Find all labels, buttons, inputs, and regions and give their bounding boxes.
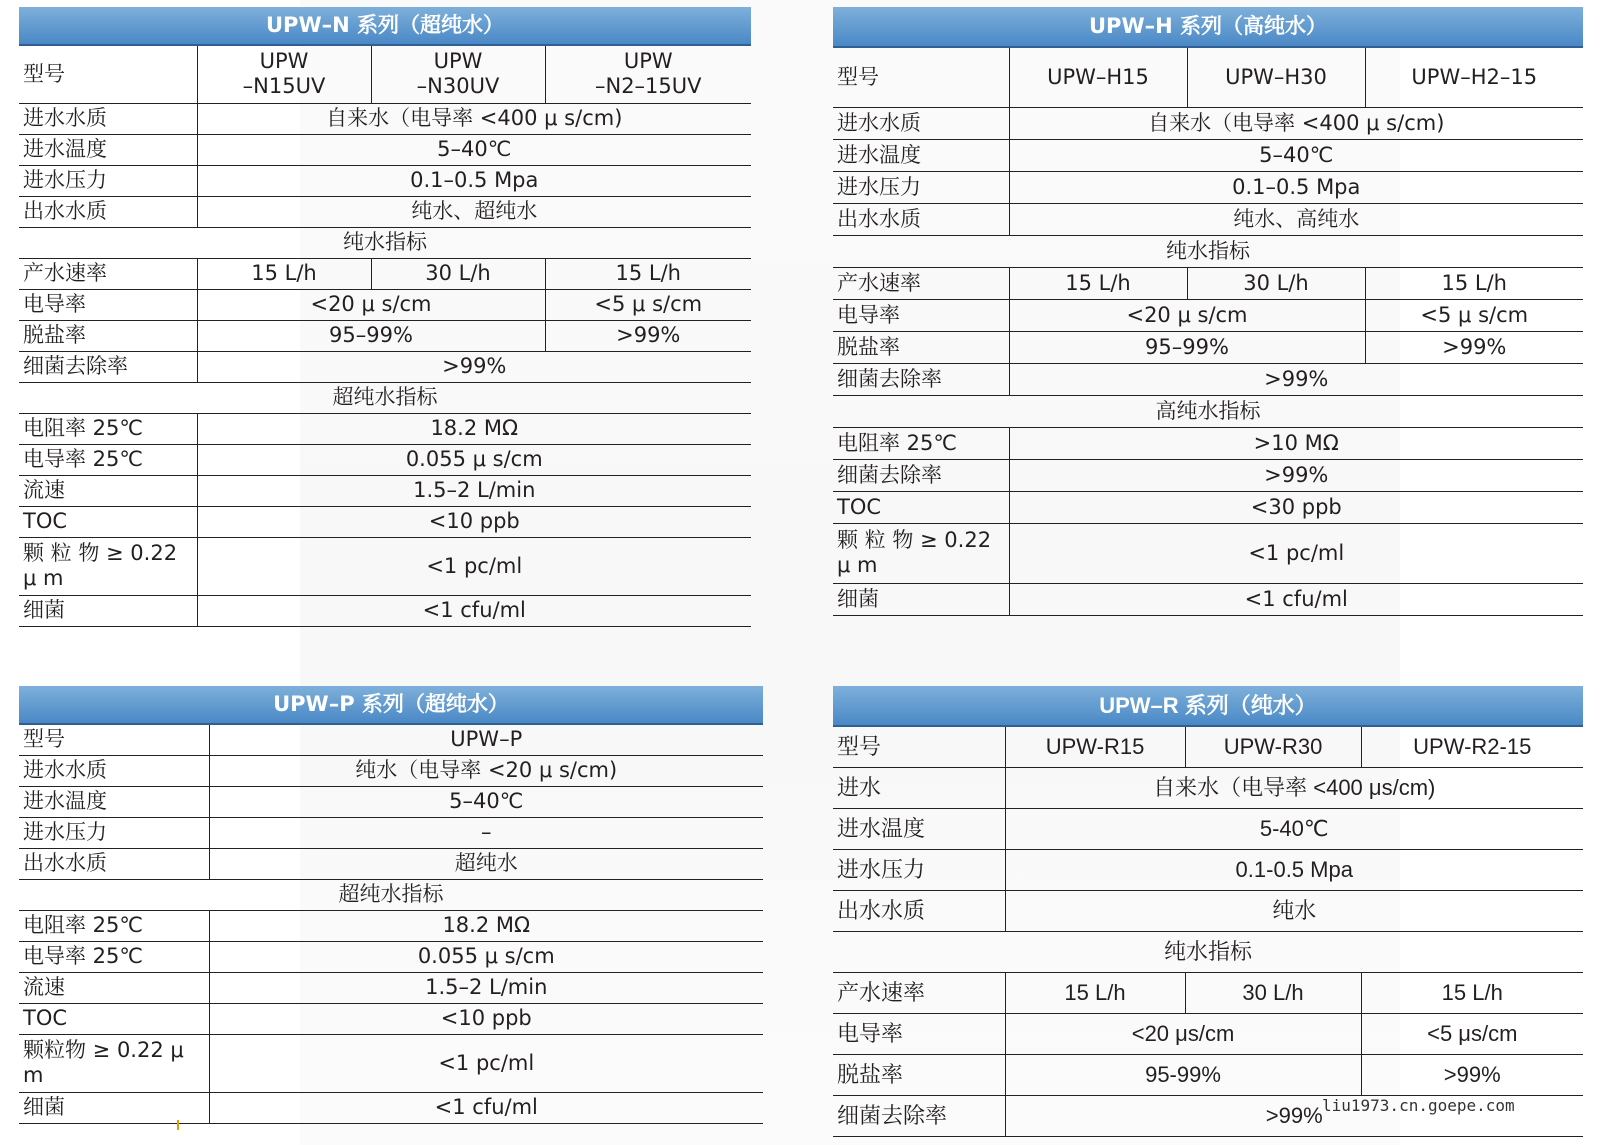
value-cell: 95–99% [197, 320, 545, 351]
value-cell: 30 L/h [371, 258, 545, 289]
row-label: 细菌去除率 [19, 351, 197, 382]
row-label: 细菌 [833, 583, 1009, 615]
value-cell: <1 cfu/ml [197, 595, 751, 626]
row-label: 出水水质 [833, 890, 1005, 931]
model-cell: UPW–H15 [1009, 47, 1187, 107]
value-cell: <10 ppb [209, 1003, 763, 1034]
value-cell: <10 ppb [197, 506, 751, 537]
value-cell: 15 L/h [1009, 267, 1187, 299]
value-cell: <5 μ s/cm [1365, 299, 1583, 331]
row-label: 进水温度 [833, 808, 1005, 849]
value-cell: 纯水 [1005, 890, 1583, 931]
row-label: 细菌 [19, 1092, 209, 1123]
model-cell: UPW-R2-15 [1361, 726, 1583, 767]
decorative-mark [177, 1120, 179, 1130]
value-cell: 30 L/h [1187, 267, 1365, 299]
value-cell: 15 L/h [197, 258, 371, 289]
model-cell: UPW-R30 [1185, 726, 1361, 767]
value-cell: 95–99% [1009, 331, 1365, 363]
row-label: 脱盐率 [833, 1054, 1005, 1095]
model-cell: UPW-R15 [1005, 726, 1185, 767]
row-label: 进水温度 [833, 139, 1009, 171]
row-label: 细菌去除率 [833, 363, 1009, 395]
row-label: TOC [833, 491, 1009, 523]
row-label: 颗 粒 物 ≥ 0.22 μ m [19, 537, 197, 595]
row-label: TOC [19, 506, 197, 537]
table-title: UPW–P 系列（超纯水） [19, 686, 763, 724]
value-cell: <5 μ s/cm [545, 289, 751, 320]
row-label: 电导率 [19, 289, 197, 320]
value-cell: >99% [545, 320, 751, 351]
section-header: 纯水指标 [833, 235, 1583, 267]
section-header: 高纯水指标 [833, 395, 1583, 427]
row-label: 进水温度 [19, 134, 197, 165]
row-label: 出水水质 [833, 203, 1009, 235]
row-label: 进水压力 [19, 817, 209, 848]
row-label: 进水 [833, 767, 1005, 808]
value-cell: 0.055 μ s/cm [209, 941, 763, 972]
value-cell: 纯水（电导率 <20 μ s/cm) [209, 755, 763, 786]
value-cell: >99% [1009, 363, 1583, 395]
model-cell: UPW–H30 [1187, 47, 1365, 107]
row-label: 流速 [19, 475, 197, 506]
value-cell: 超纯水 [209, 848, 763, 879]
watermark-text: liu1973.cn.goepe.com [1322, 1096, 1515, 1115]
row-label: 电阻率 25℃ [833, 427, 1009, 459]
value-cell: <20 μs/cm [1005, 1013, 1361, 1054]
row-label: 产水速率 [833, 972, 1005, 1013]
table-title: UPW–H 系列（高纯水） [833, 7, 1583, 47]
row-label: 电导率 25℃ [19, 941, 209, 972]
value-cell: 自来水（电导率 <400 μ s/cm) [197, 103, 751, 134]
row-label: 进水水质 [833, 107, 1009, 139]
section-header: 纯水指标 [19, 227, 751, 258]
value-cell: <1 pc/ml [1009, 523, 1583, 583]
row-label: 型号 [19, 45, 197, 103]
row-label: 型号 [833, 726, 1005, 767]
upw-r-spec-table [833, 686, 1583, 1137]
section-header: 超纯水指标 [19, 382, 751, 413]
value-cell: 30 L/h [1185, 972, 1361, 1013]
row-label: 颗粒物 ≥ 0.22 μ m [19, 1034, 209, 1092]
section-header: 纯水指标 [833, 931, 1583, 972]
row-label: 进水温度 [19, 786, 209, 817]
value-cell: 15 L/h [545, 258, 751, 289]
row-label: 电阻率 25℃ [19, 910, 209, 941]
model-cell: UPW–H2–15 [1365, 47, 1583, 107]
row-label: 脱盐率 [19, 320, 197, 351]
value-cell: 0.055 μ s/cm [197, 444, 751, 475]
value-cell: 18.2 MΩ [197, 413, 751, 444]
upw-h-spec-table [833, 7, 1583, 616]
value-cell: 5–40℃ [197, 134, 751, 165]
value-cell: 纯水、高纯水 [1009, 203, 1583, 235]
row-label: 细菌去除率 [833, 1095, 1005, 1136]
row-label: 进水水质 [19, 755, 209, 786]
row-label: 颗 粒 物 ≥ 0.22 μ m [833, 523, 1009, 583]
value-cell: 0.1–0.5 Mpa [197, 165, 751, 196]
row-label: 进水压力 [833, 171, 1009, 203]
model-cell: UPW –N30UV [371, 45, 545, 103]
value-cell: 15 L/h [1361, 972, 1583, 1013]
row-label: 电导率 25℃ [19, 444, 197, 475]
value-cell: >10 MΩ [1009, 427, 1583, 459]
value-cell: >99% [1361, 1054, 1583, 1095]
value-cell: >99% [197, 351, 751, 382]
row-label: 出水水质 [19, 196, 197, 227]
value-cell: >99% [1009, 459, 1583, 491]
value-cell: <1 pc/ml [197, 537, 751, 595]
table-title: UPW–R 系列（纯水） [833, 686, 1583, 726]
value-cell: <1 pc/ml [209, 1034, 763, 1092]
model-cell: UPW –N2–15UV [545, 45, 751, 103]
value-cell: 自来水（电导率 <400 μ s/cm) [1009, 107, 1583, 139]
model-cell: UPW –N15UV [197, 45, 371, 103]
upw-p-spec-table [19, 686, 763, 1124]
value-cell: <1 cfu/ml [209, 1092, 763, 1123]
value-cell: 18.2 MΩ [209, 910, 763, 941]
row-label: 产水速率 [19, 258, 197, 289]
value-cell: 5–40℃ [1009, 139, 1583, 171]
value-cell: <1 cfu/ml [1009, 583, 1583, 615]
row-label: 进水水质 [19, 103, 197, 134]
value-cell: 自来水（电导率 <400 μs/cm) [1005, 767, 1583, 808]
value-cell: <20 μ s/cm [1009, 299, 1365, 331]
upw-n-spec-table [19, 7, 751, 627]
value-cell: 5–40℃ [209, 786, 763, 817]
row-label: 型号 [833, 47, 1009, 107]
value-cell: 0.1–0.5 Mpa [1009, 171, 1583, 203]
row-label: 电导率 [833, 1013, 1005, 1054]
value-cell: 1.5–2 L/min [209, 972, 763, 1003]
value-cell: >99% [1365, 331, 1583, 363]
value-cell: 纯水、超纯水 [197, 196, 751, 227]
model-cell: UPW–P [209, 724, 763, 755]
value-cell: 15 L/h [1365, 267, 1583, 299]
row-label: 进水压力 [833, 849, 1005, 890]
value-cell: 5-40℃ [1005, 808, 1583, 849]
value-cell: 0.1-0.5 Mpa [1005, 849, 1583, 890]
value-cell: – [209, 817, 763, 848]
table-title: UPW–N 系列（超纯水） [19, 7, 751, 45]
row-label: 产水速率 [833, 267, 1009, 299]
value-cell: <20 μ s/cm [197, 289, 545, 320]
row-label: 电阻率 25℃ [19, 413, 197, 444]
row-label: 细菌 [19, 595, 197, 626]
row-label: 流速 [19, 972, 209, 1003]
value-cell: <30 ppb [1009, 491, 1583, 523]
row-label: 出水水质 [19, 848, 209, 879]
row-label: 电导率 [833, 299, 1009, 331]
value-cell: >99% [1005, 1095, 1583, 1136]
value-cell: 15 L/h [1005, 972, 1185, 1013]
row-label: 脱盐率 [833, 331, 1009, 363]
row-label: 细菌去除率 [833, 459, 1009, 491]
section-header: 超纯水指标 [19, 879, 763, 910]
row-label: TOC [19, 1003, 209, 1034]
value-cell: <5 μs/cm [1361, 1013, 1583, 1054]
row-label: 型号 [19, 724, 209, 755]
value-cell: 1.5–2 L/min [197, 475, 751, 506]
value-cell: 95-99% [1005, 1054, 1361, 1095]
row-label: 进水压力 [19, 165, 197, 196]
